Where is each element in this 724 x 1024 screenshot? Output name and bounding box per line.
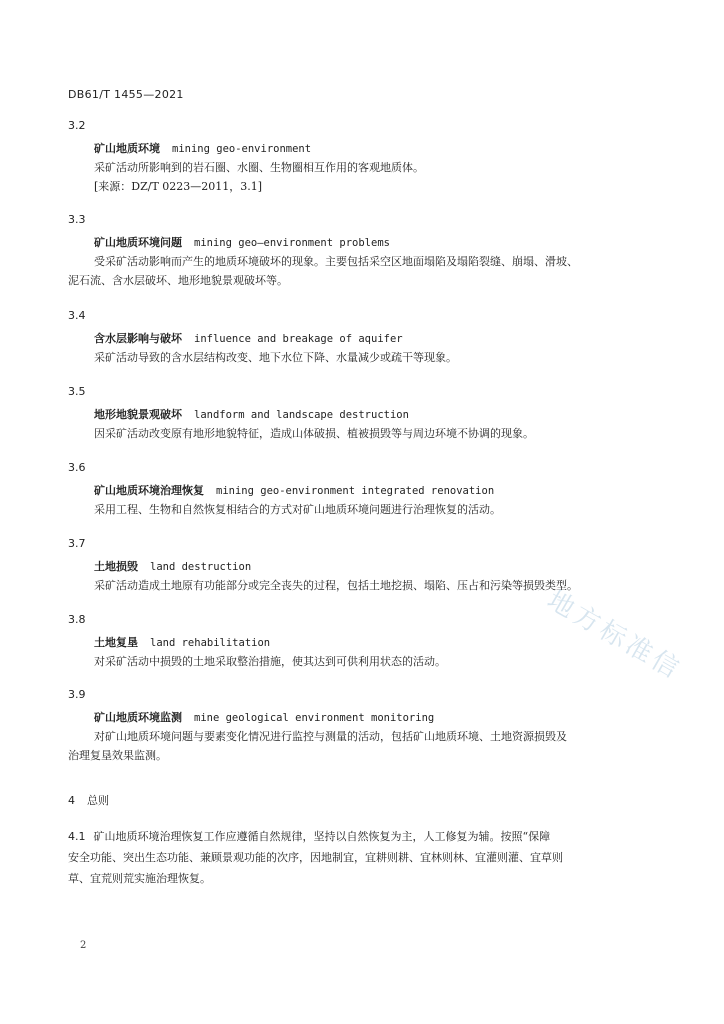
term-definition-continued: 治理复垦效果监测。 (68, 749, 167, 762)
term-chinese: 矿山地质环境监测 (94, 711, 182, 724)
term-number: 3.7 (68, 537, 86, 550)
term-heading (94, 482, 668, 500)
term-3-5 (68, 384, 668, 443)
clause-line: 安全功能、突出生态功能、兼顾景观功能的次序，因地制宜，宜耕则耕、宜林则林、宜灌则灌、宜草则 (68, 851, 563, 864)
term-chinese: 含水层影响与破坏 (94, 332, 182, 345)
term-heading (94, 634, 668, 652)
section-number: 4 (68, 794, 75, 807)
term-number: 3.9 (68, 688, 86, 701)
term-number: 3.6 (68, 461, 86, 474)
term-chinese: 矿山地质环境治理恢复 (94, 484, 204, 497)
term-definition: 采用工程、生物和自然恢复相结合的方式对矿山地质环境问题进行治理恢复的活动。 (94, 503, 501, 516)
section-title: 总则 (87, 794, 109, 807)
watermark: 地方标准信 (542, 585, 687, 687)
term-english: mining geo-environment (172, 143, 312, 155)
term-heading (94, 406, 668, 424)
term-3-9 (68, 687, 668, 765)
term-definition: 采矿活动导致的含水层结构改变、地下水位下降、水量减少或疏干等现象。 (94, 351, 457, 364)
term-definition: 因采矿活动改变原有地形地貌特征，造成山体破损、植被损毁等与周边环境不协调的现象。 (94, 427, 534, 440)
term-english: mining geo—environment problems (194, 237, 390, 249)
term-number: 3.5 (68, 385, 86, 398)
term-heading (94, 558, 668, 576)
term-number: 3.8 (68, 613, 86, 626)
term-definition: 采矿活动所影响到的岩石圈、水圈、生物圈相互作用的客观地质体。 (94, 161, 424, 174)
term-number: 3.4 (68, 309, 86, 322)
clause-line (68, 826, 660, 847)
section-heading (68, 792, 109, 808)
term-heading (94, 140, 668, 158)
clause-text: 矿山地质环境治理恢复工作应遵循自然规律，坚持以自然恢复为主，人工修复为辅。按照“保障 (93, 830, 551, 843)
term-number: 3.2 (68, 119, 86, 132)
document-id: DB61/T 1455—2021 (68, 88, 184, 101)
term-3-3 (68, 212, 668, 290)
term-heading (94, 234, 668, 252)
term-chinese: 地形地貌景观破坏 (94, 408, 182, 421)
clause-4-1 (68, 826, 660, 889)
term-3-4 (68, 308, 668, 367)
term-source: [来源：DZ/T 0223—2011，3.1] (94, 180, 263, 193)
term-definition: 受采矿活动影响而产生的地质环境破坏的现象。主要包括采空区地面塌陷及塌陷裂缝、崩塌、滑坡、 (94, 255, 578, 268)
term-definition: 采矿活动造成土地原有功能部分或完全丧失的过程，包括土地挖损、塌陷、压占和污染等损毁类型。 (94, 579, 578, 592)
term-heading (94, 330, 668, 348)
term-number: 3.3 (68, 213, 86, 226)
clause-number: 4.1 (68, 830, 86, 843)
term-english: landform and landscape destruction (194, 409, 409, 421)
term-heading (94, 709, 668, 727)
term-3-2 (68, 118, 668, 196)
term-english: land destruction (150, 561, 252, 573)
term-definition: 对采矿活动中损毁的土地采取整治措施，使其达到可供利用状态的活动。 (94, 655, 446, 668)
term-english: influence and breakage of aquifer (194, 333, 403, 345)
page-number: 2 (80, 940, 87, 951)
term-chinese: 土地复垦 (94, 636, 138, 649)
term-english: land rehabilitation (150, 637, 271, 649)
term-definition: 对矿山地质环境问题与要素变化情况进行监控与测量的活动，包括矿山地质环境、土地资源损毁及 (94, 730, 567, 743)
term-3-6 (68, 460, 668, 519)
term-chinese: 矿山地质环境 (94, 142, 160, 155)
term-chinese: 土地损毁 (94, 560, 138, 573)
term-english: mine geological environment monitoring (194, 712, 435, 724)
clause-line: 草、宜荒则荒实施治理恢复。 (68, 872, 211, 885)
term-3-7 (68, 536, 668, 595)
term-definition-continued: 泥石流、含水层破坏、地形地貌景观破坏等。 (68, 274, 288, 287)
term-chinese: 矿山地质环境问题 (94, 236, 182, 249)
term-english: mining geo-environment integrated renovation (216, 485, 495, 497)
